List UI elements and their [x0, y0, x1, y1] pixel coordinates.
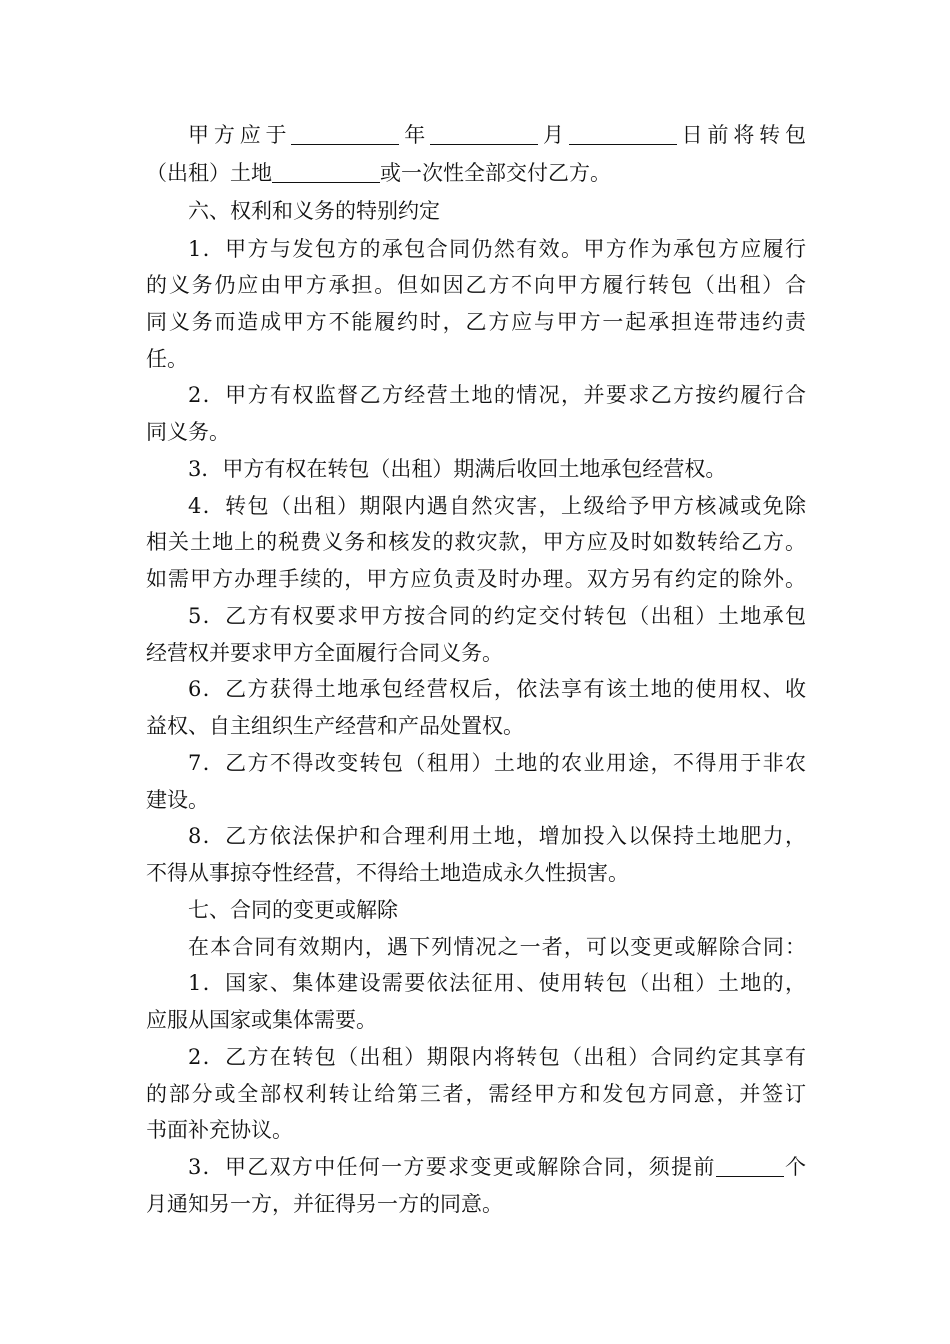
paragraph-line: 任。: [146, 347, 188, 371]
text-segment: 日前将转包: [676, 123, 807, 147]
paragraph-line: 4．转包（出租）期限内遇自然灾害，上级给予甲方核减或免除: [188, 494, 806, 518]
paragraph-line: 经营权并要求甲方全面履行合同义务。: [146, 641, 503, 665]
paragraph-line: 书面补充协议。: [146, 1118, 293, 1142]
paragraph-line: 3．甲方有权在转包（出租）期满后收回土地承包经营权。: [188, 457, 727, 481]
paragraph-line: 建设。: [146, 788, 209, 812]
text-segment: （出租）土地: [146, 161, 272, 185]
blank-field-year[interactable]: [291, 122, 399, 145]
text-segment: 个: [783, 1155, 807, 1179]
paragraph-line: 2．乙方在转包（出租）期限内将转包（出租）合同约定其享有: [188, 1045, 806, 1069]
paragraph-line: 1．国家、集体建设需要依法征用、使用转包（出租）土地的，: [188, 971, 806, 995]
clause-delivery-method-line: [146, 155, 806, 192]
blank-field-land[interactable]: [272, 160, 380, 183]
text-segment: 年: [399, 123, 431, 147]
paragraph-line: 同义务而造成甲方不能履约时，乙方应与甲方一起承担连带违约责: [146, 310, 806, 334]
paragraph-line: 应服从国家或集体需要。: [146, 1008, 377, 1032]
paragraph-line: 8．乙方依法保护和合理利用土地，增加投入以保持土地肥力，: [188, 824, 806, 848]
section-heading-six: 六、权利和义务的特别约定: [188, 199, 440, 223]
clause-delivery-date-line: [188, 117, 806, 154]
text-segment: 或一次性全部交付乙方。: [380, 161, 611, 185]
paragraph-line: 的义务仍应由甲方承担。但如因乙方不向甲方履行转包（出租）合: [146, 273, 806, 297]
paragraph-line: 同义务。: [146, 420, 230, 444]
paragraph-line: 如需甲方办理手续的，甲方应负责及时办理。双方另有约定的除外。: [146, 567, 806, 591]
paragraph-line: 的部分或全部权利转让给第三者，需经甲方和发包方同意，并签订: [146, 1082, 806, 1106]
paragraph-line: 7．乙方不得改变转包（租用）土地的农业用途，不得用于非农: [188, 751, 806, 775]
paragraph-line: 5．乙方有权要求甲方按合同的约定交付转包（出租）土地承包: [188, 604, 806, 628]
paragraph-line: 2．甲方有权监督乙方经营土地的情况，并要求乙方按约履行合: [188, 383, 806, 407]
paragraph-line: 在本合同有效期内，遇下列情况之一者，可以变更或解除合同：: [188, 935, 806, 959]
paragraph-line: 不得从事掠夺性经营，不得给土地造成永久性损害。: [146, 861, 629, 885]
text-segment: 甲方应于: [188, 123, 292, 147]
paragraph-line: 相关土地上的税费义务和核发的救灾款，甲方应及时如数转给乙方。: [146, 530, 806, 554]
paragraph-line: 益权、自主组织生产经营和产品处置权。: [146, 714, 524, 738]
blank-field-day[interactable]: [569, 122, 677, 145]
paragraph-line: 1．甲方与发包方的承包合同仍然有效。甲方作为承包方应履行: [188, 237, 806, 261]
text-segment: 月: [538, 123, 569, 147]
paragraph-line: 6．乙方获得土地承包经营权后，依法享有该土地的使用权、收: [188, 677, 806, 701]
blank-field-months[interactable]: [716, 1154, 784, 1177]
blank-field-month[interactable]: [430, 122, 538, 145]
text-segment: 3．甲乙双方中任何一方要求变更或解除合同，须提前: [188, 1155, 716, 1179]
section-heading-seven: 七、合同的变更或解除: [188, 898, 398, 922]
clause-notice-period-line: [188, 1149, 806, 1186]
paragraph-line: 月通知另一方，并征得另一方的同意。: [146, 1192, 503, 1216]
